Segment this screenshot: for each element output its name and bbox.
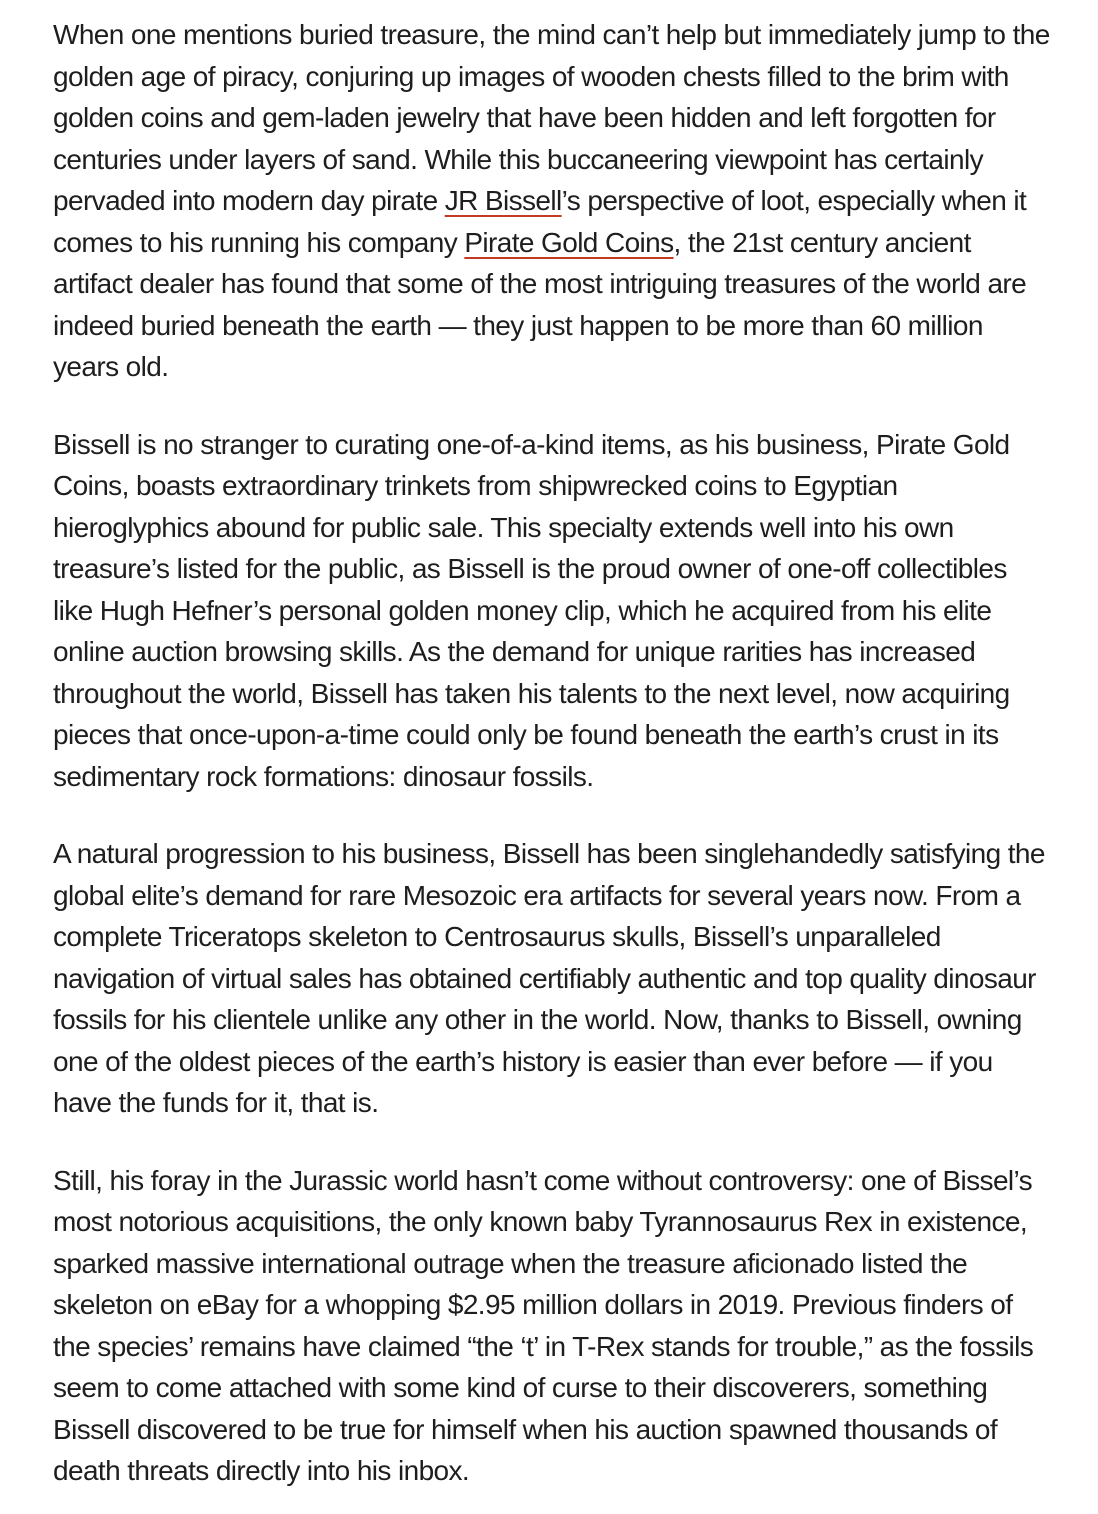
text-run: A natural progression to his business, Bissell has been singlehandedly satisfying the global elite’s demand for rare Mesozoic era artifacts for several years now. From a complete Triceratops skeleton to Centrosaurus skulls, Bissell’s unparalleled navigation of virtual sales has obtained certifiably authentic and top quality dinosaur fossils for his clientele unlike any other in the world. Now, thanks to Bissell, owning one of the oldest pieces of the earth’s history is easier than ever before — if you have the funds for it, that is. bbox=[53, 838, 1045, 1118]
paragraph-2 bbox=[53, 424, 1053, 798]
text-run: Bissell is no stranger to curating one-of-a-kind items, as his business, Pirate Gold Coins, boasts extraordinary trinkets from shipwrecked coins to Egyptian hieroglyphics abound for public sale. This specialty extends well into his own treasure’s listed for the public, as Bissell is the proud owner of one-off collectibles like Hugh Hefner’s personal golden money clip, which he acquired from his elite online auction browsing skills. As the demand for unique rarities has increased throughout the world, Bissell has taken his talents to the next level, now acquiring pieces that once-upon-a-time could only be found beneath the earth’s crust in its sedimentary rock formations: dinosaur fossils. bbox=[53, 428, 1010, 792]
text-run: ’s perspective of loot, especially when it comes to his running his company bbox=[53, 185, 1027, 258]
text-run: , the 21st century ancient artifact dealer has found that some of the most intriguing treasures of the world are indeed buried beneath the earth — they just happen to be more than 60 million years old. bbox=[53, 226, 1027, 382]
paragraph-1 bbox=[53, 14, 1053, 388]
paragraph-4 bbox=[53, 1160, 1053, 1492]
text-run: Still, his foray in the Jurassic world hasn’t come without controversy: one of Bissel’s most notorious acquisitions, the only known baby Tyrannosaurus Rex in existence, sparked massive international outrage when the treasure aficionado listed the skeleton on eBay for a whopping $2.95 million dollars in 2019. Previous finders of the species’ remains have claimed “the ‘t’ in T-Rex stands for trouble,” as the fossils seem to come attached with some kind of curse to their discoverers, something Bissell discovered to be true for himself when his auction spawned thousands of death threats directly into his inbox. bbox=[53, 1164, 1034, 1486]
paragraph-3 bbox=[53, 833, 1053, 1124]
link-jr-bissell[interactable]: JR Bissell bbox=[444, 185, 562, 216]
link-pirate-gold-coins[interactable]: Pirate Gold Coins bbox=[464, 226, 674, 258]
text-run: When one mentions buried treasure, the mind can’t help but immediately jump to the golden age of piracy, conjuring up images of wooden chests filled to the brim with golden coins and gem-laden jewelry that have been hidden and left forgotten for centuries under layers of sand. While this buccaneering viewpoint has certainly pervaded into modern day pirate bbox=[53, 19, 1050, 216]
